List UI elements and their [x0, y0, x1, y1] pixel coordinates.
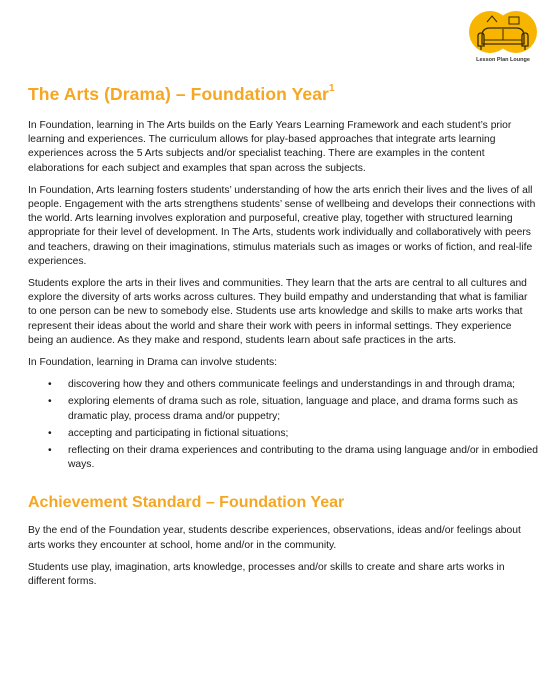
list-item-text: reflecting on their drama experiences and contributing to the drama using language and/or in embodied ways.	[68, 445, 538, 471]
achievement-paragraph-2: Students use play, imagination, arts knowledge, processes and/or skills to create and share arts works in different forms.	[28, 561, 505, 588]
intro-paragraph-2: In Foundation, Arts learning fosters students’ understanding of how the arts enrich their lives and the lives of all people. Engagement with the arts strengthens students’ sense of wellbeing and develops their connections with the world. Arts learning involves exploration and purposeful, creative play, together with structured learning appropriate for their level of development. In The Arts, students work individually and collaboratively with peers and teachers, drawing on their imaginations, stimulus materials such as images or works of fiction, and real-life experiences.	[28, 184, 536, 267]
bullet-marker: •	[48, 445, 52, 457]
page-title	[28, 84, 538, 105]
lesson-plan-lounge-logo	[468, 10, 538, 72]
list-item-text: accepting and participating in fictional situations;	[68, 427, 289, 439]
page-title-text: The Arts (Drama) – Foundation Year	[28, 84, 329, 104]
intro-paragraph-3: Students explore the arts in their lives and communities. They learn that the arts are central to all cultures and explore the diversity of arts works across cultures. They build empathy and understanding that what is familiar to one person can be new to somebody else. Students use arts knowledge and skills to make arts works that represent their ideas about the world and share their work with peers in informal settings. They experience being an audience. As they make and respond, students learn about safe practices in the arts.	[28, 278, 528, 346]
lounge-sofa-icon	[468, 10, 538, 56]
list-item	[28, 395, 538, 423]
intro-paragraph-4: In Foundation, learning in Drama can involve students:	[28, 357, 277, 369]
list-item-text: exploring elements of drama such as role, situation, language and place, and drama forms such as dramatic play, process drama and/or puppetry;	[68, 396, 518, 422]
bullet-marker: •	[48, 427, 52, 439]
drama-learning-list	[28, 378, 538, 472]
list-item	[28, 378, 538, 392]
logo-caption: Lesson Plan Lounge	[476, 57, 530, 63]
footnote-marker: 1	[328, 83, 335, 94]
bullet-marker: •	[48, 379, 52, 391]
list-item-text: discovering how they and others communicate feelings and understandings in and through drama;	[68, 379, 516, 391]
achievement-paragraph-1: By the end of the Foundation year, students describe experiences, observations, ideas and/or feelings about arts works they encounter at school, home and/or in the community.	[28, 525, 521, 551]
achievement-standard-heading: Achievement Standard – Foundation Year	[28, 494, 345, 512]
list-item	[28, 444, 538, 472]
list-item	[28, 427, 538, 441]
bullet-marker: •	[48, 396, 52, 408]
intro-paragraph-1: In Foundation, learning in The Arts builds on the Early Years Learning Framework and each student’s prior learning and experiences. The curriculum allows for play-based approaches that integrate arts learning experiences across the 5 Arts subjects and/or specialist teaching. There are examples in the content elaborations for each subject and examples that span across the subjects.	[28, 120, 512, 174]
main-content	[28, 84, 538, 597]
